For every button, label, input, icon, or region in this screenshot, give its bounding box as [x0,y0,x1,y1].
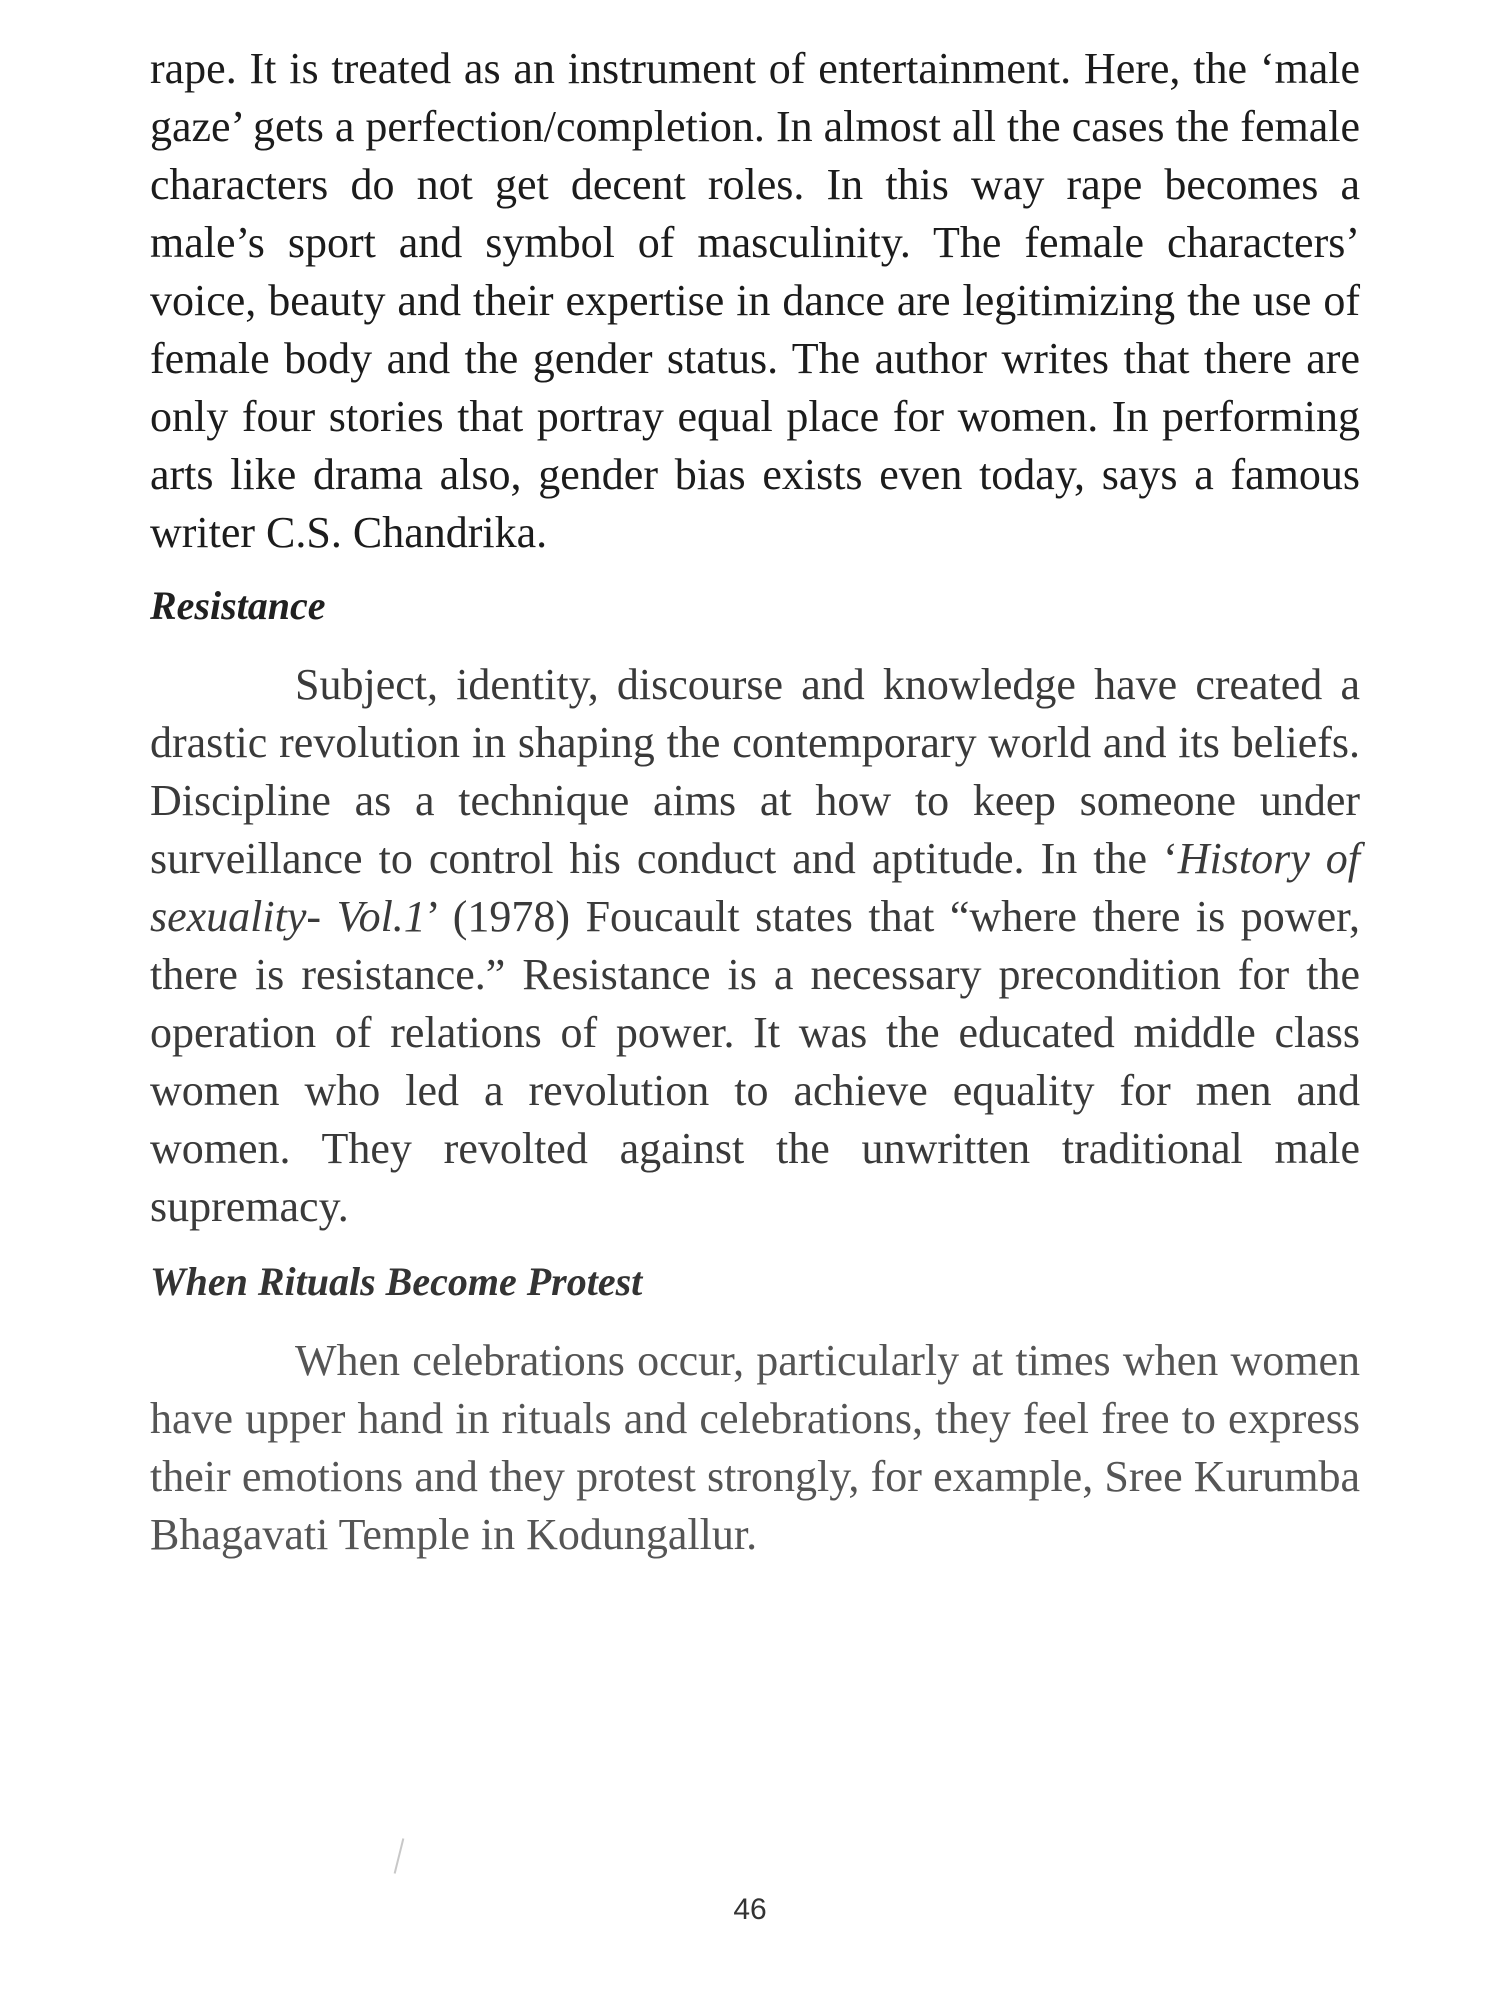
stray-pen-mark [394,1838,405,1873]
heading-resistance: Resistance [150,583,326,628]
page-number: 46 [733,1893,767,1926]
paragraph-resistance-text-b: ’ (1978) Foucault states that “where there is power, there is resistance.” Resistance is a necessary precondition for the operation of relations of power. It was the educated middle class women who led a revolution to achieve equality for men and women. They revolted against the unwritten traditional male supremacy. [150,892,1361,1231]
book-title-citation: History of sexuality- Vol.1 [150,834,1360,941]
paragraph-rituals-protest: When celebrations occur, particularly at times when women have upper hand in rituals and celebrations, they feel free to express their emotions and they protest strongly, for example, Sree Kurumba Bhagavati Temple in Kodungallur. [150,1336,1360,1559]
heading-rituals-protest: When Rituals Become Protest [150,1259,643,1304]
paragraph-rape-entertainment: rape. It is treated as an instrument of entertainment. Here, the ‘male gaze’ gets a perfection/completion. In almost all the cases the female characters do not get decent roles. In this way rape becomes a male’s sport and symbol of masculinity. The female characters’ voice, beauty and their expertise in dance are legitimizing the use of female body and the gender status. The author writes that there are only four stories that portray equal place for women. In performing arts like drama also, gender bias exists even today, says a famous writer C.S. Chandrika. [150,44,1360,557]
paragraph-resistance-text-a: Subject, identity, discourse and knowledge have created a drastic revolution in shaping the contemporary world and its beliefs. Discipline as a technique aims at how to keep someone under surveillance to control his conduct and aptitude. In the ‘ [150,660,1360,883]
page-body [150,40,1360,1564]
paragraph-resistance [150,656,1360,1236]
